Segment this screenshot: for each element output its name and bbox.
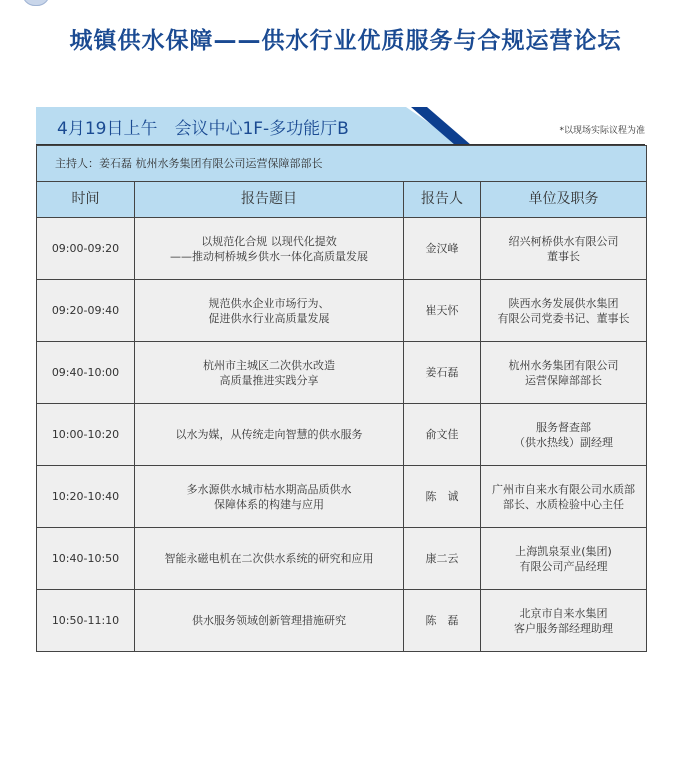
- table-row: [37, 280, 647, 342]
- header-org: 单位及职务: [481, 182, 647, 218]
- speaker-cell: 陈 诚: [404, 466, 481, 528]
- topic-cell: [135, 342, 404, 404]
- table-row: [37, 404, 647, 466]
- top-decoration: [22, 0, 50, 6]
- topic-line: ——推动柯桥城乡供水一体化高质量发展: [170, 249, 368, 263]
- table-row: [37, 218, 647, 280]
- time-cell: 10:40-10:50: [37, 528, 135, 590]
- time-cell: 09:40-10:00: [37, 342, 135, 404]
- table-row: [37, 342, 647, 404]
- table-row: [37, 528, 647, 590]
- speaker-cell: 陈 磊: [404, 590, 481, 652]
- topic-cell: [135, 590, 404, 652]
- org-cell: [481, 404, 647, 466]
- org-line: 服务督查部: [536, 420, 591, 434]
- org-line: 董事长: [547, 249, 580, 263]
- header-topic: 报告题目: [135, 182, 404, 218]
- topic-line: 多水源供水城市枯水期高品质供水: [186, 482, 352, 496]
- topic-cell: [135, 466, 404, 528]
- org-line: 客户服务部经理助理: [514, 621, 613, 635]
- header-time: 时间: [37, 182, 135, 218]
- topic-cell: [135, 528, 404, 590]
- org-line: 部长、水质检验中心主任: [503, 497, 624, 511]
- moderator-text: 主持人：姜石磊 杭州水务集团有限公司运营保障部部长: [37, 146, 647, 182]
- time-cell: 09:00-09:20: [37, 218, 135, 280]
- topic-cell: [135, 404, 404, 466]
- speaker-cell: 金汉峰: [404, 218, 481, 280]
- topic-cell: [135, 280, 404, 342]
- org-line: 杭州水务集团有限公司: [508, 358, 619, 372]
- speaker-cell: 姜石磊: [404, 342, 481, 404]
- time-cell: 09:20-09:40: [37, 280, 135, 342]
- topic-cell: [135, 218, 404, 280]
- agenda-table: [36, 145, 647, 652]
- topic-line: 保障体系的构建与应用: [214, 497, 324, 511]
- table-row: [37, 590, 647, 652]
- time-cell: 10:20-10:40: [37, 466, 135, 528]
- org-cell: [481, 466, 647, 528]
- agenda-note: *以现场实际议程为准: [559, 126, 645, 136]
- header-speaker: 报告人: [404, 182, 481, 218]
- topic-line: 规范供水企业市场行为、: [208, 296, 330, 310]
- org-line: （供水热线）副经理: [514, 435, 613, 449]
- topic-line: 促进供水行业高质量发展: [208, 311, 330, 325]
- time-cell: 10:50-11:10: [37, 590, 135, 652]
- org-cell: [481, 342, 647, 404]
- topic-line: 以水为媒，从传统走向智慧的供水服务: [175, 428, 363, 441]
- org-cell: [481, 280, 647, 342]
- session-label: 4月19日上午 会议中心1F-多功能厅B: [57, 119, 349, 139]
- topic-line: 以规范化合规 以现代化提效: [201, 234, 337, 248]
- topic-line: 供水服务领域创新管理措施研究: [192, 614, 346, 627]
- topic-line: 智能永磁电机在二次供水系统的研究和应用: [164, 552, 374, 565]
- org-line: 运营保障部部长: [525, 373, 602, 387]
- org-line: 有限公司党委书记、董事长: [497, 311, 630, 325]
- org-cell: [481, 218, 647, 280]
- table-header-row: [37, 182, 647, 218]
- org-line: 上海凯泉泵业(集团): [515, 544, 612, 558]
- speaker-cell: 康二云: [404, 528, 481, 590]
- topic-line: 高质量推进实践分享: [219, 373, 319, 387]
- page-title: 城镇供水保障——供水行业优质服务与合规运营论坛: [69, 28, 622, 54]
- org-line: 广州市自来水有限公司水质部: [492, 482, 635, 496]
- org-cell: [481, 590, 647, 652]
- session-header: [36, 107, 645, 145]
- speaker-cell: 崔天怀: [404, 280, 481, 342]
- topic-line: 杭州市主城区二次供水改造: [203, 358, 335, 372]
- org-cell: [481, 528, 647, 590]
- org-line: 北京市自来水集团: [519, 606, 608, 620]
- org-line: 绍兴柯桥供水有限公司: [508, 234, 619, 248]
- moderator-row: [37, 146, 647, 182]
- org-line: 陕西水务发展供水集团: [508, 296, 619, 310]
- table-row: [37, 466, 647, 528]
- time-cell: 10:00-10:20: [37, 404, 135, 466]
- speaker-cell: 俞文佳: [404, 404, 481, 466]
- org-line: 有限公司产品经理: [519, 559, 608, 573]
